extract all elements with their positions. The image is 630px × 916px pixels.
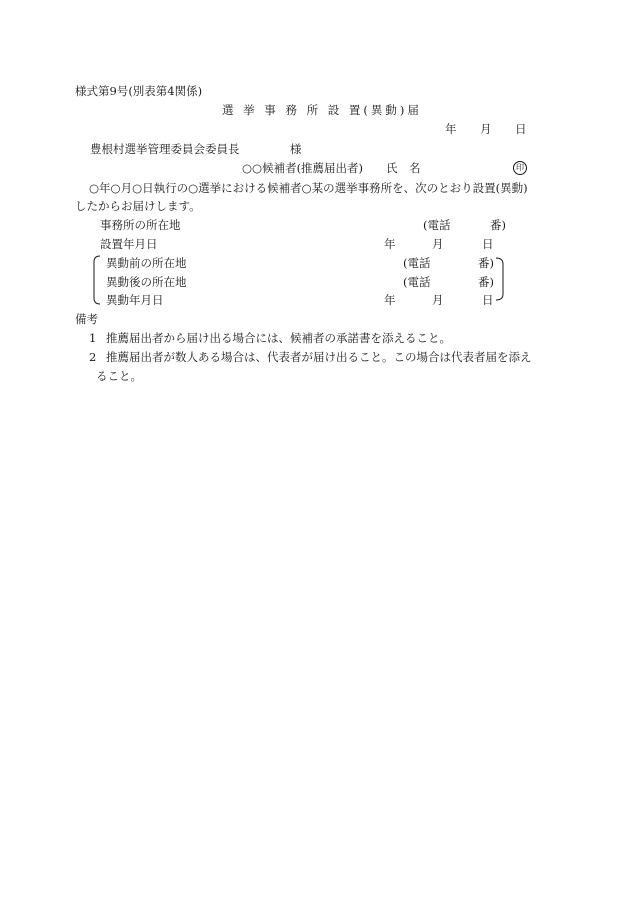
change-day: 日 bbox=[482, 293, 494, 307]
office-location-label: 事務所の所在地 bbox=[100, 218, 181, 232]
before-phone-open: (電話 bbox=[403, 256, 431, 270]
date-month: 月 bbox=[480, 122, 492, 136]
before-phone-close: 番) bbox=[478, 256, 494, 270]
office-phone-close: 番) bbox=[490, 218, 506, 232]
note-2-text: 推薦届出者が数人ある場合は、代表者が届け出ること。この場合は代表者届を添え bbox=[106, 350, 532, 364]
note-2-continuation: ること。 bbox=[96, 369, 142, 383]
office-phone-open: (電話 bbox=[423, 218, 451, 232]
after-phone-open: (電話 bbox=[403, 275, 431, 289]
notes-heading: 備考 bbox=[75, 312, 98, 326]
seal-mark: 印 bbox=[513, 161, 527, 175]
change-month: 月 bbox=[432, 293, 444, 307]
right-brace bbox=[494, 256, 508, 302]
note-1-text: 推薦届出者から届け出る場合には、候補者の承諾書を添えること。 bbox=[106, 331, 451, 345]
form-label: 様式第9号(別表第4関係) bbox=[75, 84, 203, 98]
date-year: 年 bbox=[445, 122, 457, 136]
setup-date-label: 設置年月日 bbox=[100, 237, 158, 251]
change-date-label: 異動年月日 bbox=[106, 293, 164, 307]
after-location-label: 異動後の所在地 bbox=[106, 275, 187, 289]
left-brace bbox=[90, 254, 102, 306]
addressee-honorific: 様 bbox=[290, 142, 302, 156]
note-2-number: 2 bbox=[89, 350, 97, 364]
body-line-2: したからお届けします。 bbox=[75, 199, 201, 213]
setup-day: 日 bbox=[482, 237, 494, 251]
after-phone-close: 番) bbox=[478, 275, 494, 289]
document-title: 選 挙 事 務 所 設 置(異動)届 bbox=[222, 103, 422, 117]
setup-month: 月 bbox=[432, 237, 444, 251]
before-location-label: 異動前の所在地 bbox=[106, 256, 187, 270]
name-label: 氏 名 bbox=[386, 161, 421, 175]
date-day: 日 bbox=[515, 122, 527, 136]
addressee-name: 豊根村選挙管理委員会委員長 bbox=[90, 142, 240, 156]
change-year: 年 bbox=[384, 293, 396, 307]
applicant-role: ○○候補者(推薦届出者) bbox=[242, 161, 364, 175]
setup-year: 年 bbox=[384, 237, 396, 251]
note-1-number: 1 bbox=[89, 331, 97, 345]
body-line-1: ○年○月○日執行の○選挙における候補者○某の選挙事務所を、次のとおり設置(異動) bbox=[89, 181, 528, 195]
